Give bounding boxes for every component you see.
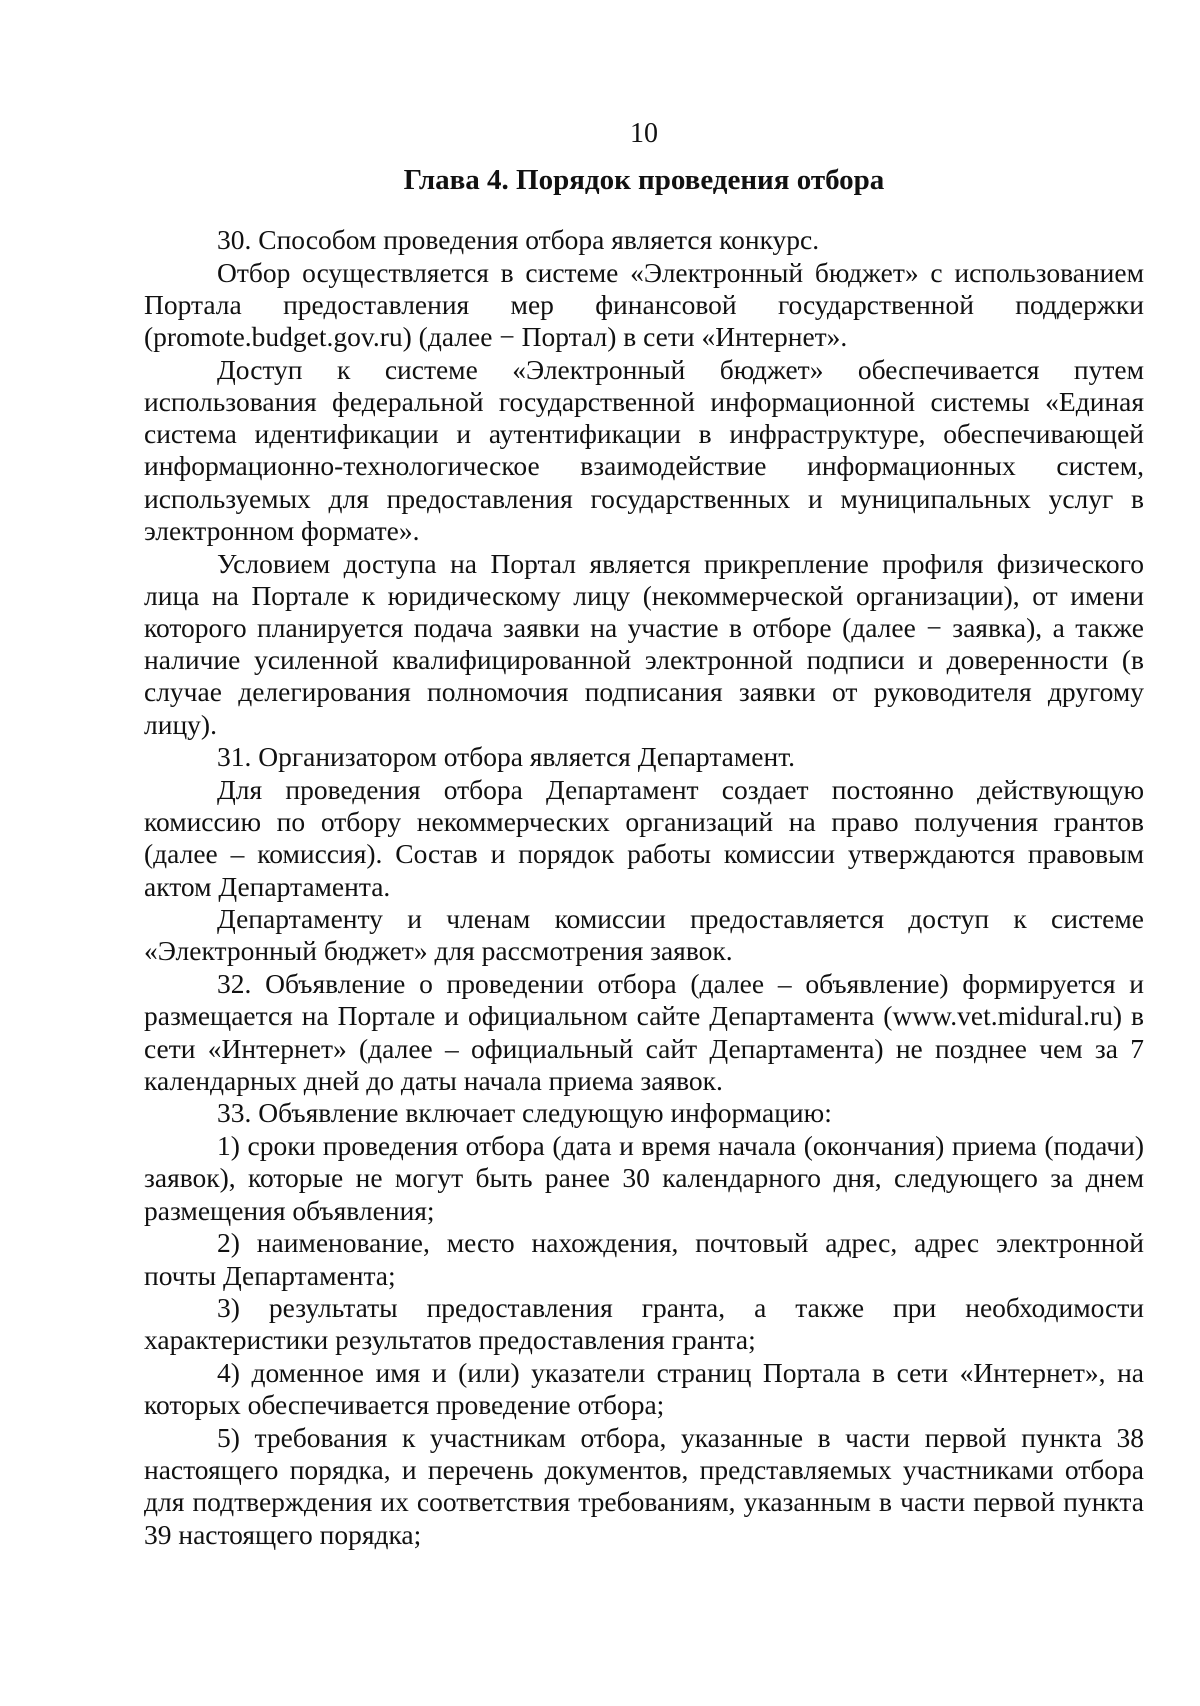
paragraph-access: Доступ к системе «Электронный бюджет» обеспечивается путем использования федеральной государственной информационной системы «Единая система идентификации и аутентификации в инфраструктуре, обеспечивающей информационно-технологическое взаимодействие информационных систем, используемых для предоставления государственных и муниципальных услуг в электронном формате». xyxy=(144,353,1144,546)
page-number: 10 xyxy=(630,118,658,149)
paragraph-commission: Для проведения отбора Департамент создает постоянно действующую комиссию по отбору некоммерческих организаций на право получения грантов (далее – комиссия). Состав и порядок работы комиссии утверждаются правовым актом Департамента. xyxy=(144,773,1144,902)
list-item-1: 1) сроки проведения отбора (дата и время начала (окончания) приема (подачи) заявок), которые не могут быть ранее 30 календарного дня, следующего за днем размещения объявления; xyxy=(144,1130,1144,1226)
list-item-2: 2) наименование, место нахождения, почтовый адрес, адрес электронной почты Департамента; xyxy=(144,1227,1144,1291)
document-body xyxy=(144,224,1144,1551)
paragraph-30: 30. Способом проведения отбора является конкурс. xyxy=(217,224,820,255)
list-item-4: 4) доменное имя и (или) указатели страниц Портала в сети «Интернет», на которых обеспечивается проведение отбора; xyxy=(144,1357,1144,1421)
paragraph-commission-access: Департаменту и членам комиссии предоставляется доступ к системе «Электронный бюджет» для рассмотрения заявок. xyxy=(144,903,1144,967)
list-item-5: 5) требования к участникам отбора, указанные в части первой пункта 38 настоящего порядка, и перечень документов, представляемых участниками отбора для подтверждения их соответствия требованиям, указанным в части первой пункта 39 настоящего порядка; xyxy=(144,1422,1144,1550)
paragraph-33: 33. Объявление включает следующую информацию: xyxy=(217,1097,832,1129)
document-page xyxy=(144,118,1144,1551)
list-item-3: 3) результаты предоставления гранта, а также при необходимости характеристики результатов предоставления гранта; xyxy=(144,1292,1144,1356)
paragraph-31: 31. Организатором отбора является Департамент. xyxy=(217,741,796,773)
chapter-title: Глава 4. Порядок проведения отбора xyxy=(403,164,885,196)
paragraph-32: 32. Объявление о проведении отбора (далее – объявление) формируется и размещается на Портале и официальном сайте Департамента (www.vet.midural.ru) в сети «Интернет» (далее – официальный сайт Департамента) не позднее чем за 7 календарных дней до даты начала приема заявок. xyxy=(144,968,1144,1096)
paragraph-portal: Отбор осуществляется в системе «Электронный бюджет» с использованием Портала предоставления мер финансовой государственной поддержки (promote.budget.gov.ru) (далее − Портал) в сети «Интернет». xyxy=(144,256,1144,353)
paragraph-access-condition: Условием доступа на Портал является прикрепление профиля физического лица на Портале к юридическому лицу (некоммерческой организации), от имени которого планируется подача заявки на участие в отборе (далее − заявка), а также наличие усиленной квалифицированной электронной подписи и доверенности (в случае делегирования полномочия подписания заявки от руководителя другому лицу). xyxy=(144,547,1144,740)
